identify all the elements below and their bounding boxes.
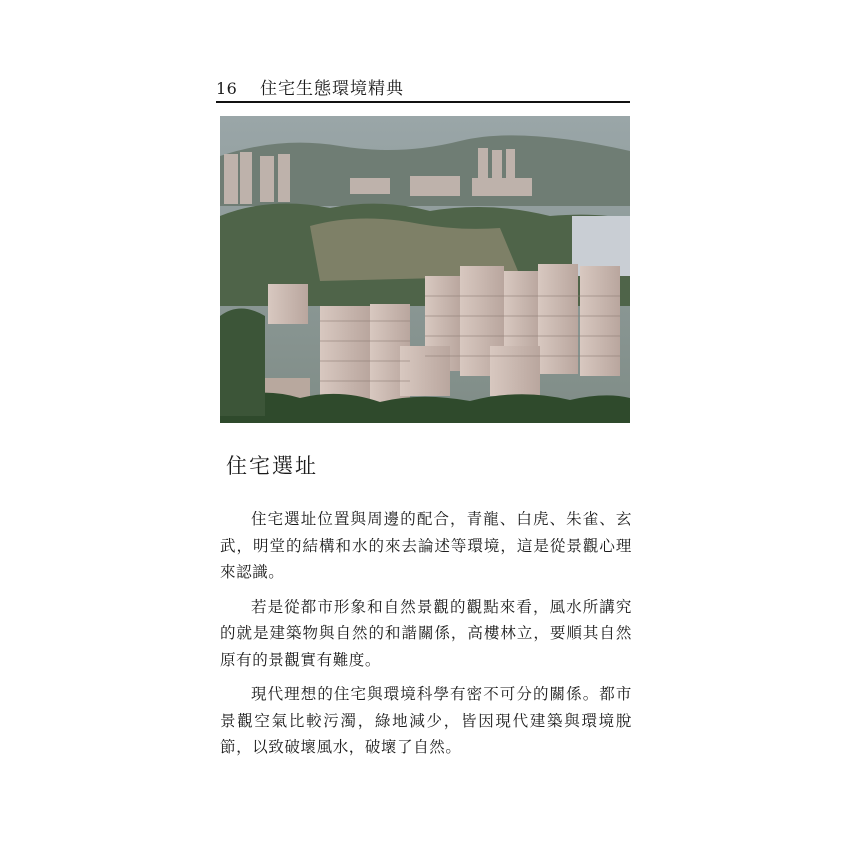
paragraph: 住宅選址位置與周邊的配合，青龍、白虎、朱雀、玄武，明堂的結構和水的來去論述等環境，這是從景觀心理來認識。 bbox=[220, 510, 632, 581]
running-header bbox=[216, 74, 630, 100]
body-text bbox=[220, 506, 632, 769]
header-rule bbox=[216, 101, 630, 103]
paragraph: 現代理想的住宅與環境科學有密不可分的關係。都市景觀空氣比較污濁，綠地減少，皆因現代建築與環境脫節，以致破壞風水，破壞了自然。 bbox=[220, 685, 632, 756]
book-title: 住宅生態環境精典 bbox=[260, 79, 404, 99]
section-heading: 住宅選址 bbox=[226, 454, 318, 478]
cityscape-photo bbox=[220, 116, 630, 423]
paragraph: 若是從都市形象和自然景觀的觀點來看，風水所講究的就是建築物與自然的和諧關係，高樓林立，要順其自然原有的景觀實有難度。 bbox=[220, 597, 632, 669]
page-number: 16 bbox=[216, 79, 238, 98]
